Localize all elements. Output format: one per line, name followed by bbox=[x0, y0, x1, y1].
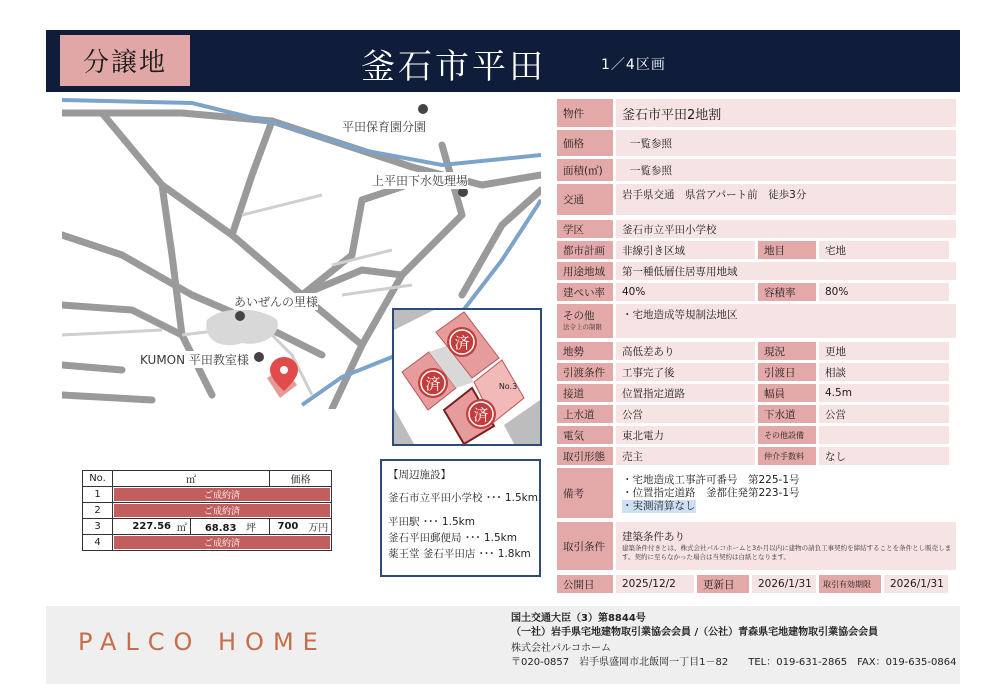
lot-tsubo-unit: 坪 bbox=[246, 523, 257, 534]
aizen-dot bbox=[235, 311, 245, 321]
kumon-dot bbox=[254, 352, 264, 362]
road bbox=[232, 121, 272, 235]
row-kenpei: 建ぺい率 40% 容積率 80% bbox=[557, 283, 956, 301]
row-toshi: 都市計画 非線引き区域 地目 宅地 bbox=[557, 241, 956, 259]
page-title: 釜石市平田 bbox=[361, 47, 546, 87]
row-sonota: その他 法令上の制限 ・宅地造成等規制法地区 bbox=[557, 304, 956, 338]
row-joken: 取引条件 建築条件あり 建築条件付きとは、株式会社パルコホームと3か月以内に建物の請負工事契約を締結することを条件とし販売します。契約に至らなかった場合は当契約は白紙となります。 bbox=[557, 522, 956, 570]
nearby-item: 釜石平田郵便局 ･･･ 1.5km bbox=[388, 532, 517, 544]
header-bar bbox=[46, 30, 960, 92]
road bbox=[62, 365, 122, 370]
nearby-item: 釜石市立平田小学校 ･･･ 1.5km bbox=[388, 492, 538, 504]
row-kotsu: 交通 岩手県交通 県営アパート前 徒歩3分 bbox=[557, 184, 956, 215]
row-kokai: 公開日 2025/12/2 更新日 2026/1/31 取引有効期限 2026/1/31 bbox=[557, 575, 956, 593]
lot-price-table bbox=[82, 470, 332, 551]
map-label-nursery: 平田保育園分園 bbox=[342, 120, 427, 134]
col-header-no: No. bbox=[83, 471, 113, 487]
row-denki: 電気 東北電力 その他設備 bbox=[557, 426, 956, 444]
table-row: 3 227.56 ㎡ 68.83 坪 700 万円 bbox=[83, 519, 332, 535]
road bbox=[462, 190, 541, 295]
lot-price: 700 bbox=[270, 519, 306, 535]
lot-price-unit: 万円 bbox=[306, 519, 332, 535]
road bbox=[62, 395, 152, 400]
row-gakku: 学区 釜石市立平田小学校 bbox=[557, 220, 956, 238]
lot-layout-inset bbox=[392, 308, 542, 446]
sold-status: ご成約済 bbox=[114, 504, 330, 517]
lot-count: 1／4区画 bbox=[601, 57, 666, 73]
map-label-sewage: 上平田下水処理場 bbox=[372, 174, 469, 188]
map-label-kumon: KUMON 平田教室様 bbox=[140, 353, 249, 367]
sold-mark-text: 済 bbox=[473, 406, 489, 424]
col-header-sqm: ㎡ bbox=[113, 471, 270, 487]
lot-3-label: No.3 bbox=[498, 382, 518, 391]
table-row: 2 ご成約済 bbox=[83, 503, 332, 519]
table-row: 4 ご成約済 bbox=[83, 535, 332, 551]
row-biko: 備考 ・宅地造成工事許可番号 第225-1号 ・位置指定道路 釜都住発第223-1号 ・実測清算なし bbox=[557, 468, 956, 518]
company-logo: PALCO HOME bbox=[78, 628, 327, 656]
sold-mark-text: 済 bbox=[454, 334, 470, 352]
nearby-facilities bbox=[380, 459, 541, 577]
sold-status: ご成約済 bbox=[114, 488, 330, 501]
row-bukken: 物件 釜石市平田2地割 bbox=[557, 99, 956, 127]
lot-sqm: 227.56 bbox=[113, 519, 173, 535]
nearby-item: 薬王堂 釜石平田店 ･･･ 1.8km bbox=[388, 548, 531, 560]
lot-tsubo: 68.83 bbox=[204, 523, 237, 534]
table-row: 1 ご成約済 bbox=[83, 487, 332, 503]
sold-mark-text: 済 bbox=[425, 375, 441, 393]
row-setsudo: 接道 位置指定道路 幅員 4.5m bbox=[557, 384, 956, 402]
row-chisei: 地勢 高低差あり 現況 更地 bbox=[557, 342, 956, 360]
nursery-dot bbox=[418, 104, 428, 114]
row-kakaku: 価格 一覧参照 bbox=[557, 130, 956, 156]
col-header-price: 価格 bbox=[270, 471, 332, 487]
map-label-aizen: あいぜんの里様 bbox=[234, 295, 319, 309]
category-badge: 分譲地 bbox=[60, 35, 190, 86]
sold-status: ご成約済 bbox=[114, 536, 330, 549]
lot-layout-drawing bbox=[394, 310, 540, 444]
nearby-title: 【周辺施設】 bbox=[388, 469, 451, 481]
row-hikiwatashi: 引渡条件 工事完了後 引渡日 相談 bbox=[557, 363, 956, 381]
footer bbox=[46, 606, 960, 684]
property-name: 釜石市平田2地割 bbox=[616, 99, 956, 127]
row-josui: 上水道 公営 下水道 公営 bbox=[557, 405, 956, 423]
row-menseki: 面積(㎡) 一覧参照 bbox=[557, 159, 956, 181]
lot-sqm-unit: ㎡ bbox=[173, 519, 191, 535]
company-info: 国土交通大臣（3）第8844号 （一社）岩手県宅地建物取引業協会会員 /（公社）青森県宅地建物取引業協会会員 株式会社パルコホーム 〒020-0857 岩手県盛岡市北飯岡一丁目1－82 TEL：019-631-2865 FAX：019-635-0864 bbox=[511, 613, 957, 668]
row-yoto: 用途地域 第一種低層住居専用地域 bbox=[557, 262, 956, 280]
row-torihiki: 取引形態 売主 仲介手数料 なし bbox=[557, 447, 956, 465]
nearby-item: 平田駅 ･･･ 1.5km bbox=[388, 516, 475, 528]
